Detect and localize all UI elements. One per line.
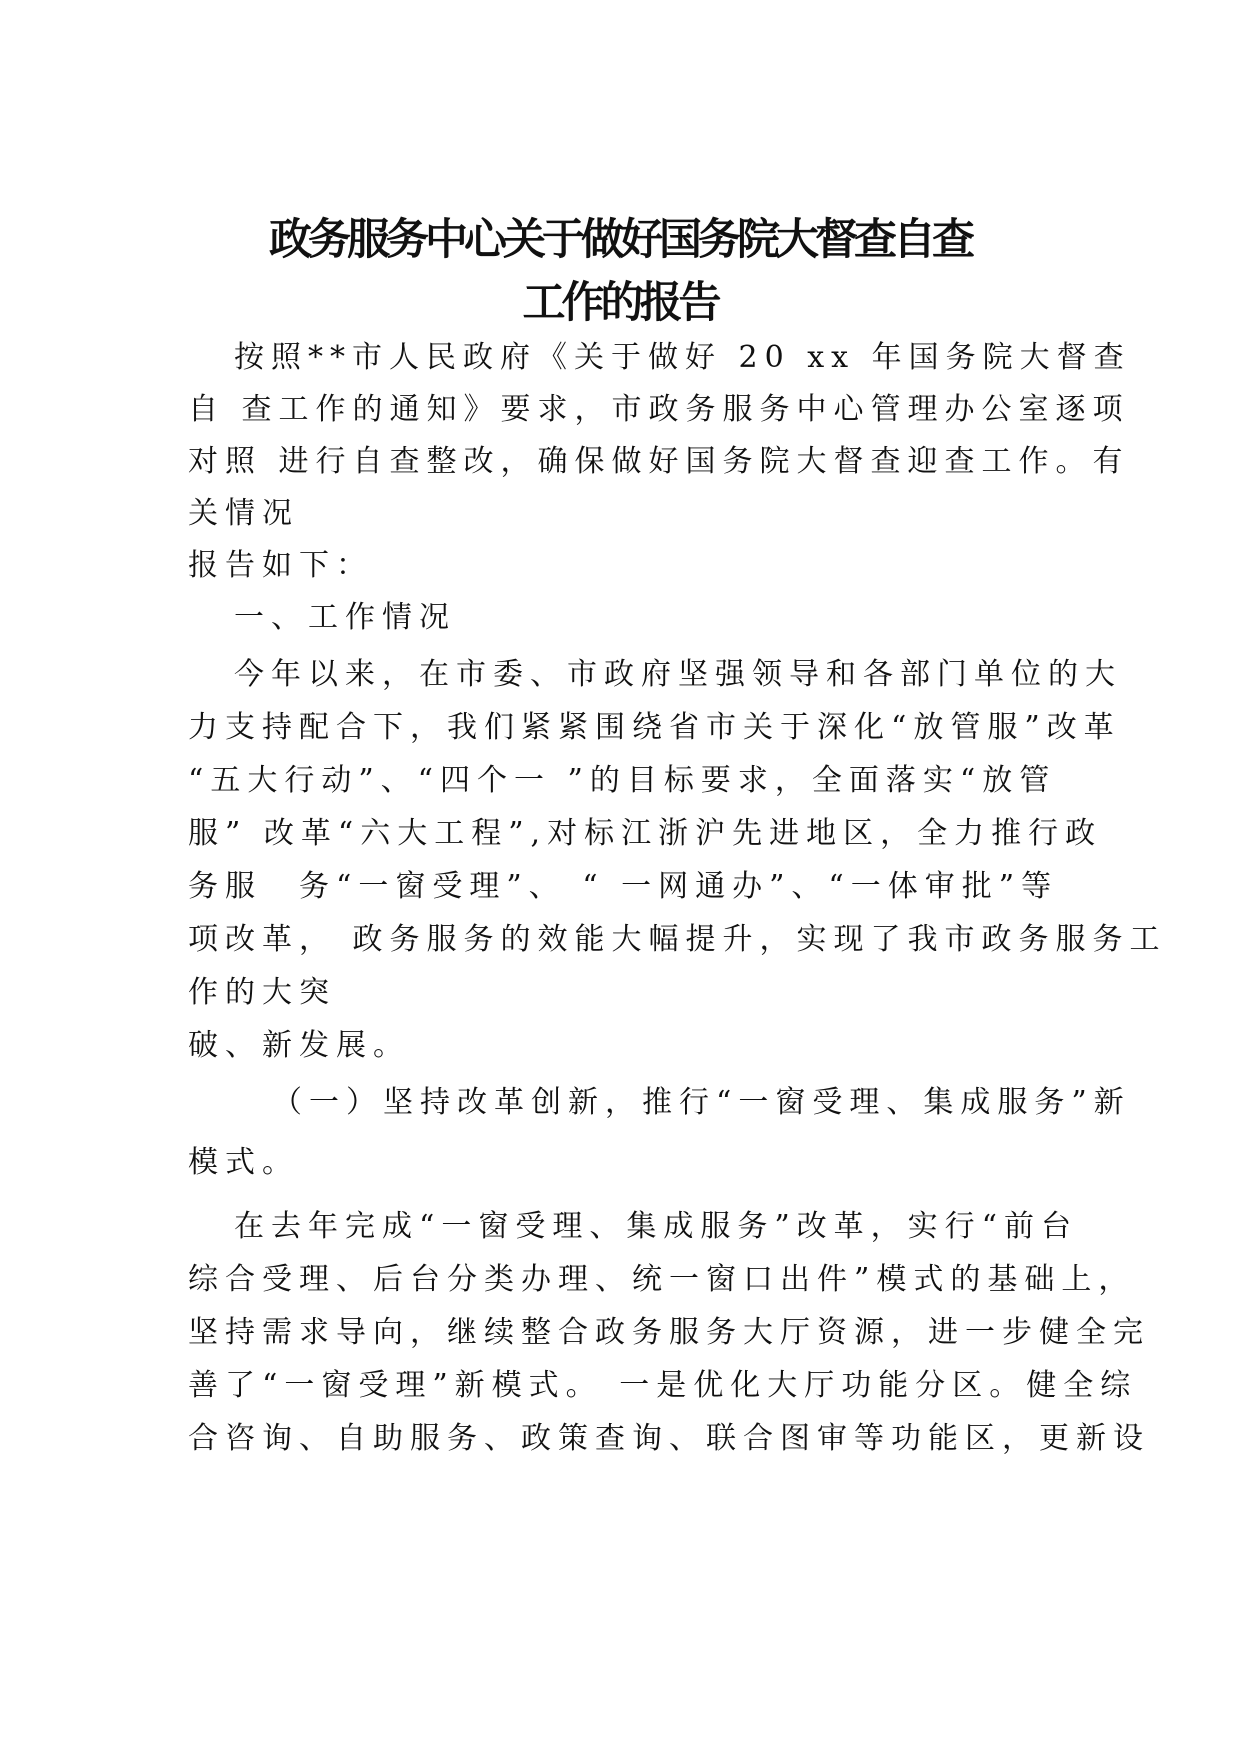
paragraph-line: 项改革， 政务服务的效能大幅提升，实现了我市政务服务工	[188, 922, 1167, 957]
paragraph-line: 破、新发展。	[188, 1028, 410, 1063]
document-title-line-1: 政务服务中心关于做好国务院大督查自查	[269, 215, 971, 265]
paragraph-line: 服” 改革“六大工程”,对标江浙沪先进地区，全力推行政	[188, 816, 1103, 851]
paragraph-line: 自 查工作的通知》要求，市政务服务中心管理办公室逐项	[188, 392, 1130, 427]
paragraph-line: 今年以来，在市委、市政府坚强领导和各部门单位的大	[234, 657, 1122, 692]
subsection-heading: （一）坚持改革创新，推行“一窗受理、集成服务”新	[272, 1085, 1131, 1120]
section-heading: 一、工作情况	[234, 600, 456, 635]
document-title-line-2: 工作的报告	[522, 278, 718, 328]
paragraph-line: 务服 务“一窗受理”、 “ 一网通办”、“一体审批”等	[188, 869, 1059, 904]
paragraph-line: 关情况	[188, 496, 299, 531]
paragraph-line: 按照**市人民政府《关于做好 20 xx 年国务院大督查	[234, 340, 1131, 375]
subsection-heading-continuation: 模式。	[188, 1145, 299, 1180]
paragraph-line: 善了“一窗受理”新模式。 一是优化大厅功能分区。健全综	[188, 1368, 1138, 1403]
paragraph-line: 对照 进行自查整改，确保做好国务院大督查迎查工作。有	[188, 444, 1130, 479]
paragraph-line: 坚持需求导向，继续整合政务服务大厅资源，进一步健全完	[188, 1315, 1150, 1350]
paragraph-line: 作的大突	[188, 975, 336, 1010]
paragraph-line: “五大行动”、“四个一 ”的目标要求，全面落实“放管	[188, 763, 1057, 798]
paragraph-line: 综合受理、后台分类办理、统一窗口出件”模式的基础上，	[188, 1262, 1136, 1297]
paragraph-line: 力支持配合下，我们紧紧围绕省市关于深化“放管服”改革	[188, 710, 1121, 745]
paragraph-line: 报告如下：	[188, 548, 373, 583]
paragraph-line: 合咨询、自助服务、政策查询、联合图审等功能区，更新设	[188, 1421, 1150, 1456]
paragraph-line: 在去年完成“一窗受理、集成服务”改革，实行“前台	[234, 1209, 1079, 1244]
